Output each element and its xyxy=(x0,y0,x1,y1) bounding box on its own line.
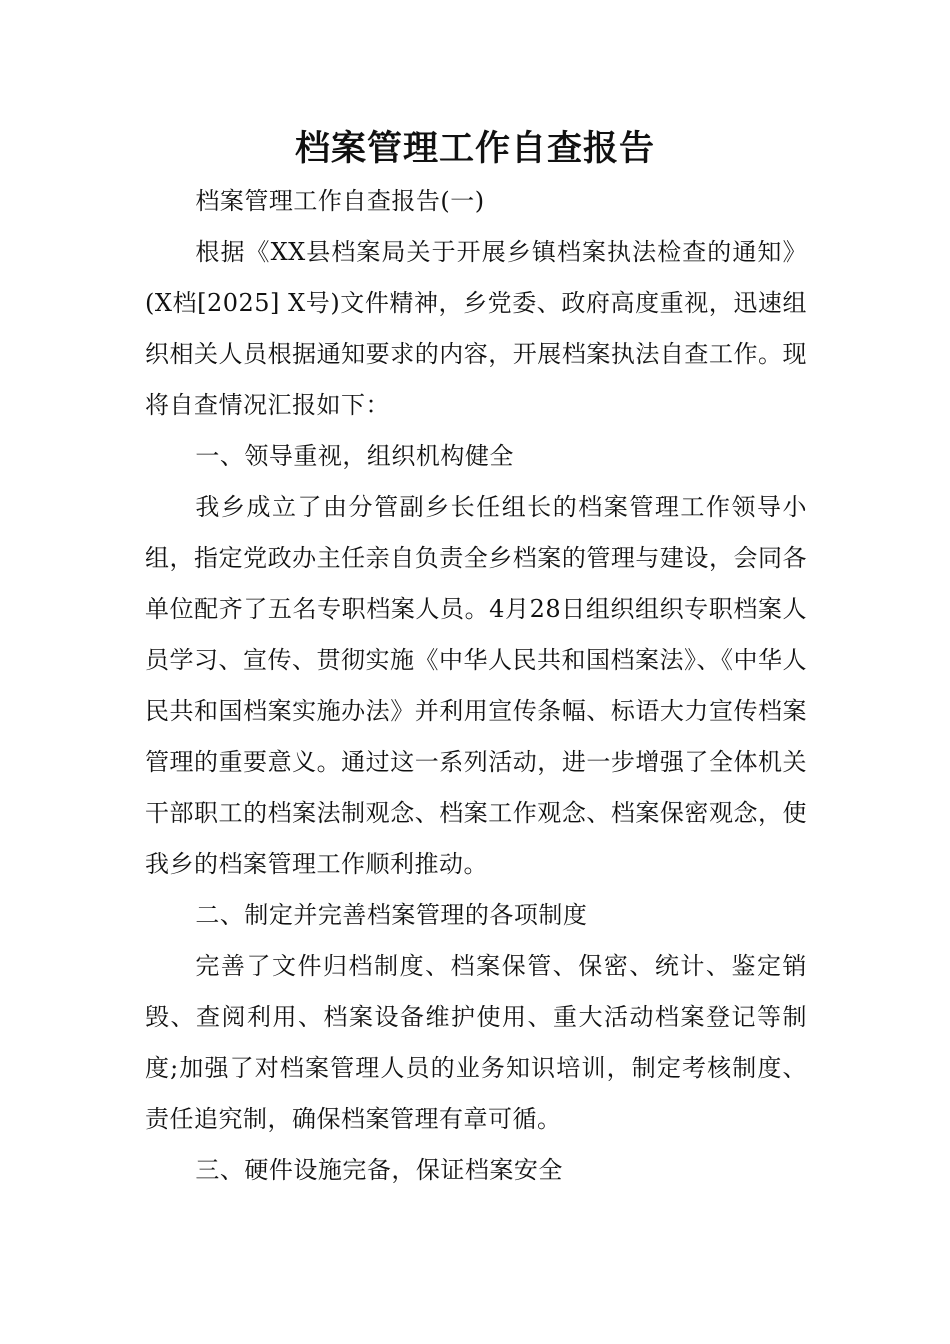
section-heading-3: 三、硬件设施完备，保证档案安全 xyxy=(195,1156,563,1184)
subtitle-paragraph: 档案管理工作自查报告(一) xyxy=(195,187,485,215)
section-heading-2: 二、制定并完善档案管理的各项制度 xyxy=(195,901,588,929)
section-2-paragraph: 完善了文件归档制度、档案保管、保密、统计、鉴定销毁、查阅利用、档案设备维护使用、重大活动档案登记等制度;加强了对档案管理人员的业务知识培训，制定考核制度、责任追究制，确保档案管理有章可循。 xyxy=(145,952,807,1133)
document-body xyxy=(145,176,807,1196)
intro-paragraph: 根据《XX县档案局关于开展乡镇档案执法检查的通知》(X档[2025] X号)文件精神，乡党委、政府高度重视，迅速组织相关人员根据通知要求的内容，开展档案执法自查工作。现将自查情况汇报如下： xyxy=(145,238,807,419)
document-title: 档案管理工作自查报告 xyxy=(294,129,655,169)
section-heading-1: 一、领导重视，组织机构健全 xyxy=(195,442,514,470)
section-1-paragraph: 我乡成立了由分管副乡长任组长的档案管理工作领导小组，指定党政办主任亲自负责全乡档案的管理与建设，会同各单位配齐了五名专职档案人员。4月28日组织组织专职档案人员学习、宣传、贯彻实施《中华人民共和国档案法》、《中华人民共和国档案实施办法》并利用宣传条幅、标语大力宣传档案管理的重要意义。通过这一系列活动，进一步增强了全体机关干部职工的档案法制观念、档案工作观念、档案保密观念，使我乡的档案管理工作顺利推动。 xyxy=(145,493,807,878)
